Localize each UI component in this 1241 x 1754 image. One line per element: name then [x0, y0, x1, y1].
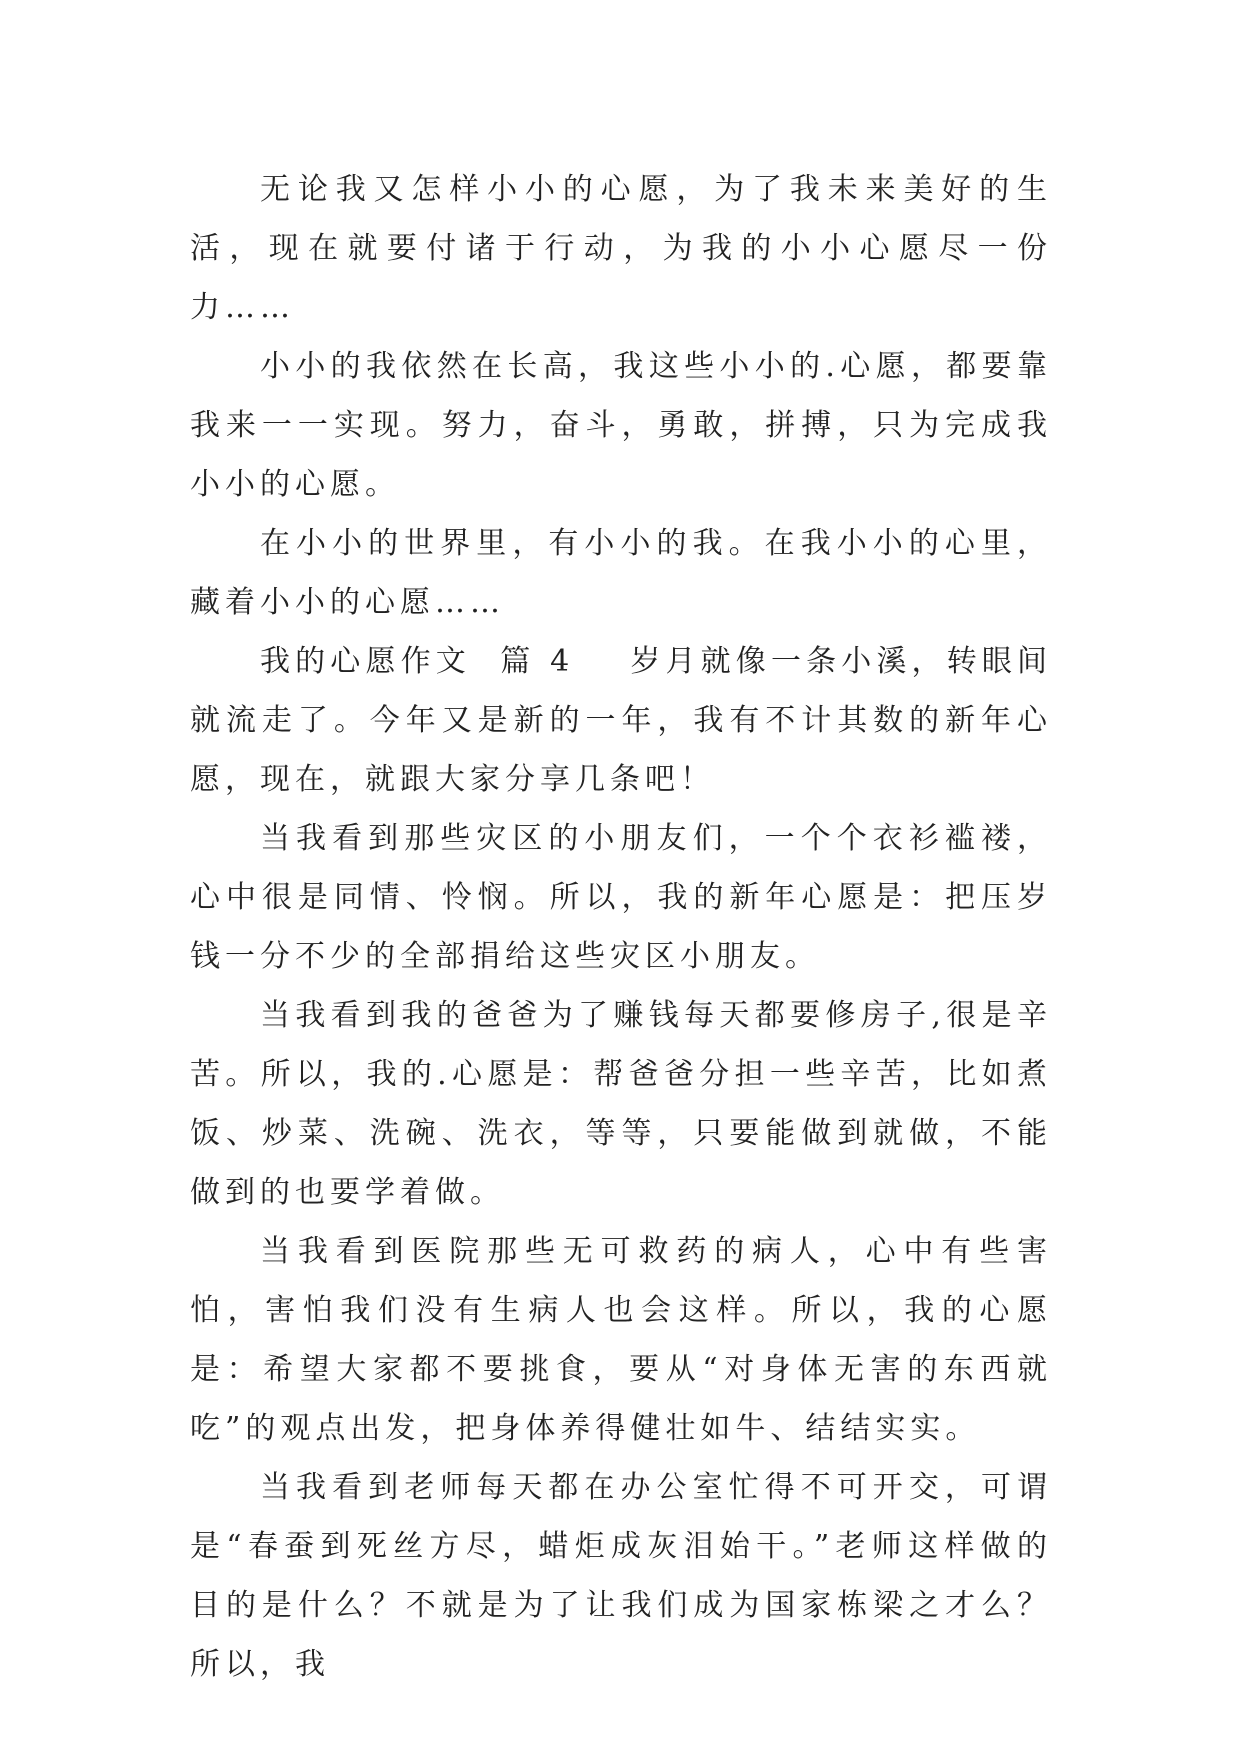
paragraph-6: 当我看到我的爸爸为了赚钱每天都要修房子,很是辛苦。所以，我的.心愿是：帮爸爸分担一些辛苦，比如煮饭、炒菜、洗碗、洗衣，等等，只要能做到就做，不能做到的也要学着做。 — [190, 998, 1052, 1210]
paragraph-1: 无论我又怎样小小的心愿，为了我未来美好的生活，现在就要付诸于行动，为我的小小心愿尽一份力…… — [190, 172, 1052, 325]
paragraph-8: 当我看到老师每天都在办公室忙得不可开交，可谓是“春蚕到死丝方尽，蜡炬成灰泪始干。”老师这样做的目的是什么？不就是为了让我们成为国家栋梁之才么？所以，我 — [190, 1470, 1052, 1682]
section-paragraph — [190, 632, 1052, 809]
section-text: 岁月就像一条小溪，转眼间就流走了。今年又是新的一年，我有不计其数的新年心愿，现在，就跟大家分享几条吧！ — [190, 644, 1053, 797]
document-body — [190, 160, 1052, 1694]
paragraph-7: 当我看到医院那些无可救药的病人，心中有些害怕，害怕我们没有生病人也会这样。所以，我的心愿是：希望大家都不要挑食，要从“对身体无害的东西就吃”的观点出发，把身体养得健壮如牛、结结实实。 — [190, 1234, 1052, 1446]
paragraph-3: 在小小的世界里，有小小的我。在我小小的心里，藏着小小的心愿…… — [190, 526, 1052, 620]
paragraph-5: 当我看到那些灾区的小朋友们，一个个衣衫褴褛，心中很是同情、怜悯。所以，我的新年心愿是：把压岁钱一分不少的全部捐给这些灾区小朋友。 — [190, 821, 1052, 974]
paragraph-2: 小小的我依然在长高，我这些小小的.心愿，都要靠我来一一实现。努力，奋斗，勇敢，拼搏，只为完成我小小的心愿。 — [190, 349, 1052, 502]
section-heading: 我的心愿作文 篇 4 — [260, 644, 575, 679]
